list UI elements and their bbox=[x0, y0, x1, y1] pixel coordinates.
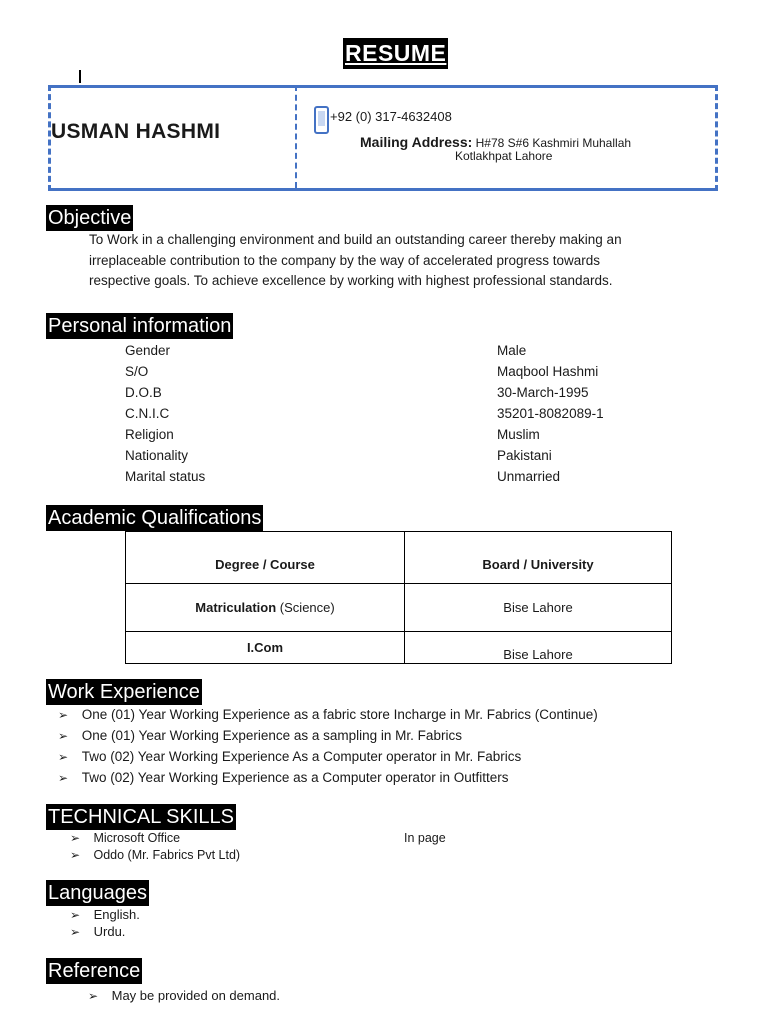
degree-stream: (Science) bbox=[276, 600, 335, 615]
list-item bbox=[70, 831, 180, 845]
personal-info-heading: Personal information bbox=[48, 315, 232, 337]
objective-line: respective goals. To achieve excellence by working with highest professional standards. bbox=[89, 273, 613, 288]
objective-text bbox=[89, 230, 709, 292]
objective-heading: Objective bbox=[48, 207, 132, 229]
work-item-text: Two (02) Year Working Experience as a Computer operator in Outfitters bbox=[81, 770, 509, 785]
list-item bbox=[58, 707, 598, 722]
personal-value: Muslim bbox=[497, 427, 540, 442]
personal-value: 30-March-1995 bbox=[497, 385, 589, 400]
arrow-bullet-icon: ➢ bbox=[88, 989, 99, 1003]
personal-value: Male bbox=[497, 343, 527, 358]
personal-label: D.O.B bbox=[125, 385, 162, 400]
language-item-text: English. bbox=[93, 907, 140, 922]
work-experience-heading: Work Experience bbox=[48, 681, 200, 703]
table-row bbox=[126, 632, 672, 664]
objective-line: irreplaceable contribution to the company by the way of accelerated progress towards bbox=[89, 252, 601, 268]
arrow-bullet-icon: ➢ bbox=[70, 908, 81, 922]
degree-name: Matriculation bbox=[195, 600, 277, 615]
table-row bbox=[126, 584, 672, 632]
technical-skills-heading: TECHNICAL SKILLS bbox=[48, 806, 234, 828]
personal-value: Pakistani bbox=[497, 448, 552, 463]
column-header: Board / University bbox=[405, 532, 672, 584]
list-item bbox=[88, 988, 280, 1003]
academic-heading: Academic Qualifications bbox=[48, 507, 262, 529]
objective-line: To Work in a challenging environment and build an outstanding career thereby making an bbox=[89, 232, 622, 247]
personal-value: 35201-8082089-1 bbox=[497, 406, 604, 421]
arrow-bullet-icon: ➢ bbox=[70, 925, 81, 939]
reference-heading: Reference bbox=[48, 960, 141, 982]
language-item-text: Urdu. bbox=[93, 924, 126, 939]
degree-cell bbox=[126, 584, 405, 632]
arrow-bullet-icon: ➢ bbox=[58, 708, 69, 722]
mobile-phone-icon bbox=[314, 106, 329, 134]
skill-item-text: Oddo (Mr. Fabrics Pvt Ltd) bbox=[93, 848, 241, 862]
phone-number: +92 (0) 317-4632408 bbox=[330, 109, 452, 124]
personal-value: Maqbool Hashmi bbox=[497, 364, 599, 379]
reference-item-text: May be provided on demand. bbox=[111, 988, 281, 1003]
table-header-row bbox=[126, 532, 672, 584]
list-item bbox=[58, 770, 508, 785]
personal-label: Religion bbox=[125, 427, 174, 442]
academic-table bbox=[125, 531, 672, 664]
arrow-bullet-icon: ➢ bbox=[58, 750, 69, 764]
languages-heading: Languages bbox=[48, 882, 147, 904]
arrow-bullet-icon: ➢ bbox=[58, 729, 69, 743]
list-item bbox=[70, 924, 125, 939]
work-item-text: Two (02) Year Working Experience As a Computer operator in Mr. Fabrics bbox=[81, 749, 522, 764]
text-cursor-mark bbox=[79, 70, 81, 83]
mailing-address-label: Mailing Address: bbox=[360, 134, 473, 150]
personal-label: Marital status bbox=[125, 469, 206, 484]
arrow-bullet-icon: ➢ bbox=[58, 771, 69, 785]
resume-title: RESUME bbox=[343, 38, 448, 69]
arrow-bullet-icon: ➢ bbox=[70, 831, 81, 845]
personal-label: Gender bbox=[125, 343, 171, 358]
work-item-text: One (01) Year Working Experience as a sampling in Mr. Fabrics bbox=[81, 728, 462, 743]
mailing-address bbox=[360, 136, 660, 163]
arrow-bullet-icon: ➢ bbox=[70, 848, 81, 862]
degree-name: I.Com bbox=[246, 640, 284, 655]
header-divider bbox=[295, 85, 297, 188]
candidate-name: USMAN HASHMI bbox=[51, 120, 221, 143]
list-item bbox=[70, 848, 240, 862]
degree-cell bbox=[126, 632, 405, 664]
personal-value: Unmarried bbox=[497, 469, 561, 484]
column-header: Degree / Course bbox=[126, 532, 405, 584]
skill-side-note: In page bbox=[404, 831, 446, 845]
board-cell: Bise Lahore bbox=[405, 632, 672, 664]
list-item bbox=[70, 907, 140, 922]
work-item-text: One (01) Year Working Experience as a fabric store Incharge in Mr. Fabrics (Continue) bbox=[81, 707, 598, 722]
list-item bbox=[58, 728, 462, 743]
personal-label: S/O bbox=[125, 364, 149, 379]
list-item bbox=[58, 749, 521, 764]
board-cell: Bise Lahore bbox=[405, 584, 672, 632]
personal-label: Nationality bbox=[125, 448, 189, 463]
mailing-address-line2: Kotlakhpat Lahore bbox=[455, 149, 553, 163]
personal-label: C.N.I.C bbox=[125, 406, 170, 421]
mailing-address-line1: H#78 S#6 Kashmiri Muhallah bbox=[475, 136, 632, 150]
skill-item-text: Microsoft Office bbox=[93, 831, 181, 845]
